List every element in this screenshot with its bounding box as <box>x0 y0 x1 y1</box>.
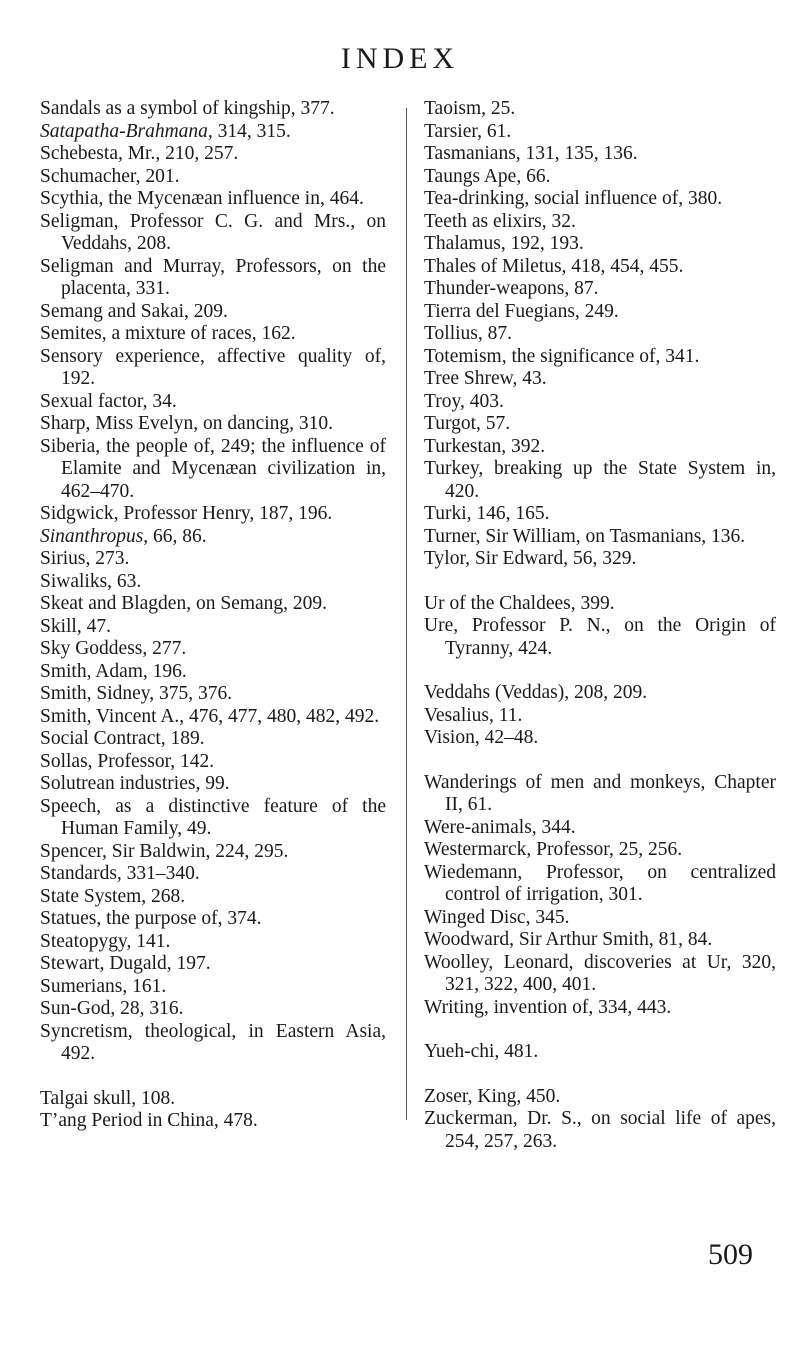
index-entry-heading: Sun-God, 28, 316. <box>40 998 184 1019</box>
index-entry-heading: Totemism, the significance of, 341. <box>424 345 700 367</box>
index-entry-heading: Smith, Vincent A., 476, 477, 480, 482, 492. <box>40 705 380 727</box>
index-entry <box>424 1086 776 1109</box>
index-entry-heading: Sandals as a symbol of kingship, 377. <box>40 98 335 119</box>
index-entry-heading: Speech, as a distinctive feature of the Human Family, 49. <box>40 795 386 839</box>
index-entry <box>40 661 386 684</box>
index-entry-heading: Tylor, Sir Edward, 56, 329. <box>424 548 637 569</box>
index-entry-heading: Standards, 331–340. <box>40 863 200 884</box>
index-entry <box>40 863 386 886</box>
index-entry-heading: Sensory experience, affective quality of, 192. <box>40 345 386 389</box>
index-entry-heading: Thalamus, 192, 193. <box>424 233 584 254</box>
index-entry-heading: Schebesta, Mr., 210, 257. <box>40 143 239 164</box>
index-entry-heading: Tarsier, 61. <box>424 120 512 142</box>
index-entry-heading: Sexual factor, 34. <box>40 390 177 412</box>
index-entry-heading: Tollius, 87. <box>424 323 513 344</box>
index-entry-heading: Sharp, Miss Evelyn, on dancing, 310. <box>40 413 334 434</box>
index-entry <box>40 323 386 346</box>
index-entry-heading: Westermarck, Professor, 25, 256. <box>424 839 683 860</box>
index-entry <box>424 301 776 324</box>
index-entry-heading: Woolley, Leonard, discoveries at Ur, 320, 321, 322, 400, 401. <box>424 951 776 995</box>
index-entry <box>40 166 386 189</box>
index-entry <box>40 391 386 414</box>
index-entry-heading: Zoser, King, 450. <box>424 1085 561 1107</box>
index-entry <box>40 728 386 751</box>
index-entry <box>40 976 386 999</box>
index-entry-heading: Wanderings of men and monkeys, Chapter II, 61. <box>424 771 776 815</box>
index-entry <box>40 548 386 571</box>
page-number: 509 <box>708 1238 753 1271</box>
index-entry-heading: Solutrean industries, 99. <box>40 773 230 794</box>
index-entry-heading: Sollas, Professor, 142. <box>40 750 215 772</box>
index-entry <box>424 1108 776 1153</box>
index-entry <box>424 98 776 121</box>
index-entry-heading: Siwaliks, 63. <box>40 570 142 592</box>
index-entry <box>424 233 776 256</box>
index-entry <box>40 953 386 976</box>
index-entry-heading: Taoism, 25. <box>424 98 516 119</box>
index-entry <box>40 526 386 549</box>
index-entry <box>40 773 386 796</box>
index-entry <box>40 188 386 211</box>
index-entry <box>424 121 776 144</box>
index-entry <box>424 166 776 189</box>
index-entry <box>40 908 386 931</box>
index-entry-heading: Tasmanians, 131, 135, 136. <box>424 143 638 164</box>
index-entry-heading: Tea-drinking, social influence of, 380. <box>424 188 723 209</box>
index-entry <box>424 997 776 1020</box>
index-entry <box>424 772 776 817</box>
index-entry-heading: Tree Shrew, 43. <box>424 368 547 389</box>
index-entry-pages: 314, 315. <box>212 120 291 142</box>
index-entry <box>40 706 386 729</box>
index-entry <box>40 503 386 526</box>
index-entry-heading: Turner, Sir William, on Tasmanians, 136. <box>424 525 746 547</box>
index-entry <box>40 841 386 864</box>
index-entry-heading: Skeat and Blagden, on Semang, 209. <box>40 593 328 614</box>
index-entry-heading: Veddahs (Veddas), 208, 209. <box>424 682 648 703</box>
index-entry <box>424 615 776 660</box>
index-entry <box>424 526 776 549</box>
index-entry-heading: Taungs Ape, 66. <box>424 165 551 187</box>
index-entry-heading: Siberia, the people of, 249; the influence of Elamite and Mycenæan civilization in, 462–470. <box>40 435 386 502</box>
index-entry-heading: Zuckerman, Dr. S., on social life of apes, 254, 257, 263. <box>424 1108 776 1152</box>
index-entry <box>424 278 776 301</box>
index-entry-heading: Sky Goddess, 277. <box>40 638 187 659</box>
index-entry <box>40 931 386 954</box>
index-entry-heading: Sinanthropus, <box>40 525 149 547</box>
index-entry-heading: Sumerians, 161. <box>40 975 167 997</box>
index-entry-heading: Steatopygy, 141. <box>40 930 171 952</box>
index-entry <box>40 616 386 639</box>
index-entry <box>40 998 386 1021</box>
index-entry-heading: Tierra del Fuegians, 249. <box>424 300 619 322</box>
index-entry-heading: Were-animals, 344. <box>424 816 576 838</box>
index-entry-heading: Vision, 42–48. <box>424 727 539 748</box>
index-entry <box>40 1021 386 1066</box>
index-entry-pages: 66, 86. <box>148 525 207 547</box>
index-entry <box>40 301 386 324</box>
index-entry <box>424 548 776 571</box>
index-entry <box>40 346 386 391</box>
index-entry-heading: Syncretism, theological, in Eastern Asia, 492. <box>40 1020 386 1064</box>
index-entry-heading: Sirius, 273. <box>40 548 130 569</box>
index-entry <box>424 458 776 503</box>
index-entry <box>424 907 776 930</box>
index-entry-heading: Turkestan, 392. <box>424 435 546 457</box>
index-entry <box>40 683 386 706</box>
index-entry <box>40 121 386 144</box>
index-entry-heading: Yueh-chi, 481. <box>424 1041 539 1062</box>
index-entry <box>40 211 386 256</box>
index-entry <box>424 143 776 166</box>
index-entry <box>424 839 776 862</box>
index-entry <box>424 413 776 436</box>
index-entry <box>424 323 776 346</box>
index-entry <box>424 862 776 907</box>
index-entry-heading: Thales of Miletus, 418, 454, 455. <box>424 255 684 277</box>
index-entry <box>40 796 386 841</box>
index-entry-heading: Writing, invention of, 334, 443. <box>424 996 672 1018</box>
index-entry-heading: Satapatha-Brahmana, <box>40 120 213 142</box>
index-entry-heading: Turkey, breaking up the State System in, 420. <box>424 458 776 502</box>
column-divider <box>406 108 407 1120</box>
index-entry-heading: Social Contract, 189. <box>40 728 205 749</box>
index-entry-heading: Stewart, Dugald, 197. <box>40 953 211 974</box>
index-entry <box>424 368 776 391</box>
index-entry <box>40 413 386 436</box>
index-entry <box>40 1088 386 1111</box>
index-entry-heading: Skill, 47. <box>40 615 111 637</box>
index-entry <box>40 571 386 594</box>
index-entry <box>424 593 776 616</box>
index-entry-heading: Semang and Sakai, 209. <box>40 300 228 322</box>
index-entry-heading: Statues, the purpose of, 374. <box>40 908 262 929</box>
index-entry <box>424 682 776 705</box>
index-entry <box>40 593 386 616</box>
index-entry-heading: State System, 268. <box>40 885 186 907</box>
index-entry-heading: Seligman, Professor C. G. and Mrs., on Veddahs, 208. <box>40 210 386 254</box>
index-entry-heading: Wiedemann, Professor, on centralized control of irrigation, 301. <box>424 861 776 905</box>
index-entry-heading: Talgai skull, 108. <box>40 1087 176 1109</box>
index-entry <box>40 98 386 121</box>
index-entry <box>424 188 776 211</box>
index-entry <box>40 143 386 166</box>
index-entry <box>424 211 776 234</box>
index-entry-heading: Smith, Adam, 196. <box>40 660 187 682</box>
index-entry <box>424 929 776 952</box>
index-entry-heading: Semites, a mixture of races, 162. <box>40 323 296 344</box>
index-entry <box>424 346 776 369</box>
index-entry-heading: Smith, Sidney, 375, 376. <box>40 683 233 704</box>
index-entry-heading: Teeth as elixirs, 32. <box>424 210 576 232</box>
index-entry-heading: T’ang Period in China, 478. <box>40 1110 258 1131</box>
index-entry <box>40 1110 386 1133</box>
index-entry <box>424 705 776 728</box>
index-entry-heading: Turgot, 57. <box>424 413 511 434</box>
index-entry <box>424 436 776 459</box>
index-entry-heading: Woodward, Sir Arthur Smith, 81, 84. <box>424 929 713 950</box>
index-entry <box>424 256 776 279</box>
index-entry <box>40 436 386 504</box>
index-entry-heading: Winged Disc, 345. <box>424 906 570 928</box>
index-entry-heading: Ure, Professor P. N., on the Origin of Tyranny, 424. <box>424 615 776 659</box>
index-entry-heading: Schumacher, 201. <box>40 165 180 187</box>
index-entry-heading: Troy, 403. <box>424 390 504 412</box>
index-column-right <box>424 98 776 1153</box>
index-entry-heading: Seligman and Murray, Professors, on the placenta, 331. <box>40 255 386 299</box>
index-entry <box>424 1041 776 1064</box>
index-entry-heading: Ur of the Chaldees, 399. <box>424 592 615 614</box>
index-entry <box>40 751 386 774</box>
index-entry-heading: Sidgwick, Professor Henry, 187, 196. <box>40 503 333 524</box>
index-entry-heading: Scythia, the Mycenæan influence in, 464. <box>40 188 364 209</box>
index-entry <box>424 503 776 526</box>
index-entry-heading: Turki, 146, 165. <box>424 503 550 524</box>
index-entry <box>424 952 776 997</box>
index-entry-heading: Spencer, Sir Baldwin, 224, 295. <box>40 840 289 862</box>
index-entry <box>40 886 386 909</box>
index-entry <box>424 391 776 414</box>
index-entry <box>424 817 776 840</box>
index-entry-heading: Vesalius, 11. <box>424 704 523 726</box>
index-entry-heading: Thunder-weapons, 87. <box>424 278 599 299</box>
page-title: INDEX <box>340 42 460 75</box>
index-entry <box>40 638 386 661</box>
index-entry <box>40 256 386 301</box>
index-column-left <box>40 98 386 1133</box>
index-entry <box>424 727 776 750</box>
